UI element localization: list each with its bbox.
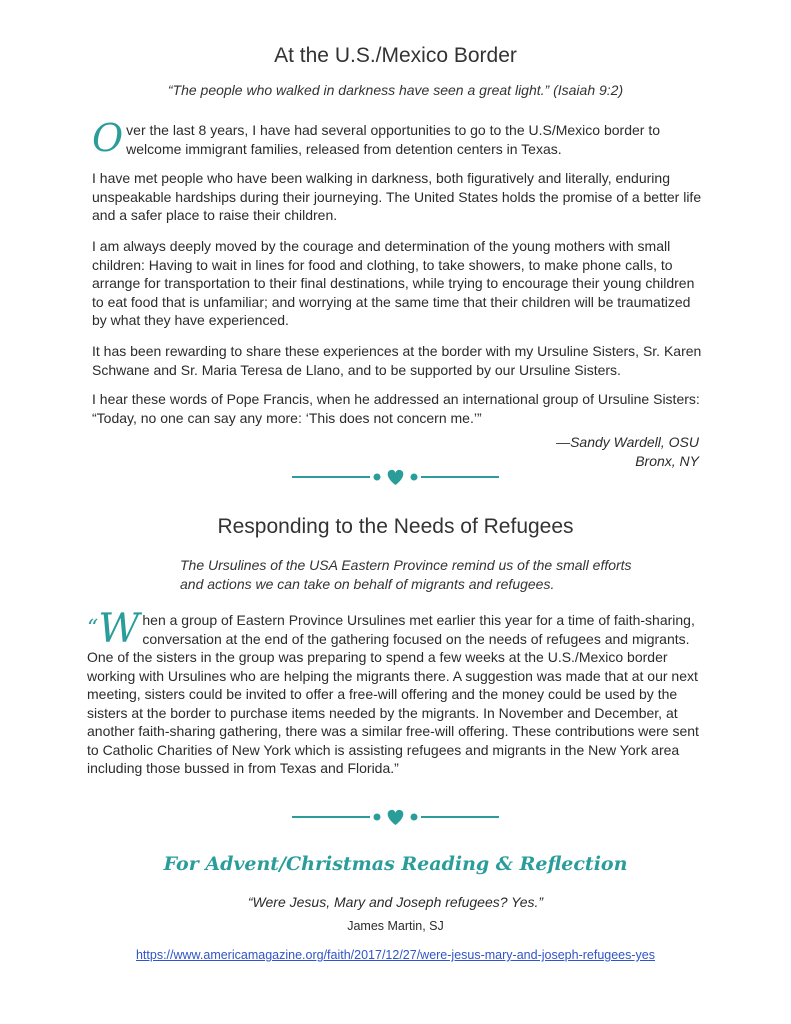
martin-quote: “Were Jesus, Mary and Joseph refugees? Yes.” [247, 894, 544, 910]
paragraph-1 [92, 116, 702, 160]
paragraph-5: I hear these words of Pope Francis, when he addressed an international group of Ursuline Sisters: “Today, no one can say any more: ‘This does not concern me.’” [92, 391, 700, 426]
dropcap-o: O [92, 116, 124, 160]
dropcap-w: “W [87, 606, 140, 652]
paragraph-2: I have met people who have been walking in darkness, both figuratively and literally, enduring unspeakable hardships during their journeying. The United States holds the promise of a better life and a safer place to raise their children. [92, 170, 702, 223]
signature-place: Bronx, NY [635, 453, 699, 469]
open-quote: “ [87, 616, 99, 641]
signature [556, 433, 699, 471]
paragraph-4: It has been rewarding to share these experiences at the border with my Ursuline Sisters, Sr. Karen Schwane and Sr. Maria Teresa de Llano, and to be supported by our Ursuline Sisters. [92, 343, 702, 378]
quote-author: James Martin, SJ [347, 919, 444, 933]
paragraph-refugees [87, 606, 705, 778]
section-title-refugees: Responding to the Needs of Refugees [217, 515, 574, 538]
paragraph-refugees-text: hen a group of Eastern Province Ursulines met earlier this year for a time of faith-sharing, conversation at the end of the gathering focused on the needs of refugees and migrants. One of the sisters in the group was preparing to spend a few weeks at the U.S./Mexico border working with Ursulines who are helping the migrants there. A suggestion was made that at our next meeting, sisters could be invited to offer a free-will offering and the money could be used by the sisters at the border to purchase items needed by the migrants. In November and December, at another faith-sharing gathering, there was a similar free-will offering. These contributions were sent to Catholic Charities of New York which is assisting refugees and migrants in the New York area including those bussed in from Texas and Florida.” [87, 612, 699, 776]
heart-divider-icon-2 [290, 807, 501, 827]
paragraph-1-text: ver the last 8 years, I have had several opportunities to go to the U.S/Mexico border to welcome immigrant families, released from detention centers in Texas. [126, 122, 661, 157]
subtitle-refugees: The Ursulines of the USA Eastern Province remind us of the small efforts and actions we can take on behalf of migrants and refugees. [180, 557, 632, 592]
epigraph-isaiah: “The people who walked in darkness have seen a great light.” (Isaiah 9:2) [167, 82, 624, 98]
heart-divider-icon [290, 467, 501, 487]
article-link[interactable]: https://www.americamagazine.org/faith/2017/12/27/were-jesus-mary-and-joseph-refugees-yes [135, 948, 655, 962]
section-title-border: At the U.S./Mexico Border [274, 44, 517, 67]
signature-name: —Sandy Wardell, OSU [556, 434, 699, 450]
paragraph-3: I am always deeply moved by the courage and determination of the young mothers with small children: Having to wait in lines for food and clothing, to take showers, to make phone calls, to arrange for transportation to their final destinations, while trying to encourage their young children to eat food that is unfamiliar; and worrying at the same time that their children will be traumatized by what they have experienced. [92, 238, 695, 328]
advent-reading-title: For Advent/Christmas Reading & Reflection [163, 853, 628, 875]
